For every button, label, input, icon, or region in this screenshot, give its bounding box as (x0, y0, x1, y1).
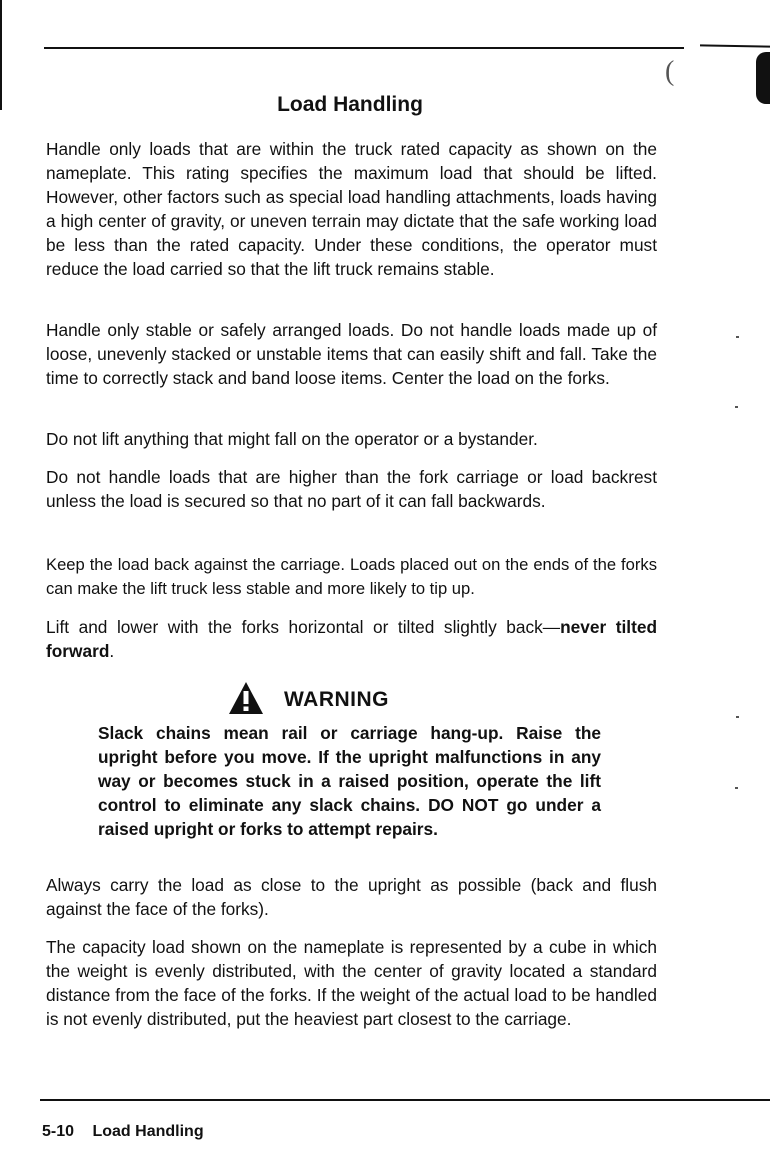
paragraph-capacity-cube: The capacity load shown on the nameplate is represented by a cube in which the weight is evenly distributed, with the center of gravity located a standard distance from the face of the forks. If the weight of the actual load to be handled is not evenly distributed, put the heaviest part closest to the carriage. (46, 937, 657, 1029)
paragraph-load-height: Do not handle loads that are higher than the fork carriage or load backrest unless the load is secured so that no part of it can fall backwards. (46, 467, 657, 511)
footer-section-title: Load Handling (92, 1123, 204, 1140)
header-rule-right (700, 44, 770, 47)
section-tab-marker (756, 52, 770, 104)
paragraph-load-position: Keep the load back against the carriage. Loads placed out on the ends of the forks can make the lift truck less stable and more likely to tip up. (46, 555, 657, 598)
footer-rule (40, 1099, 770, 1101)
scan-mark: ( (665, 56, 675, 87)
page-title: Load Handling (277, 93, 423, 116)
tilt-text: Lift and lower with the forks horizontal or tilted slightly back— (46, 617, 561, 637)
page-number: 5-10 (42, 1123, 75, 1140)
paragraph-fork-tilt (46, 615, 657, 663)
tilt-end: . (109, 641, 115, 661)
paragraph-falling-objects: Do not lift anything that might fall on the operator or a bystander. (46, 429, 538, 449)
scan-speck (736, 716, 739, 718)
scan-speck (735, 406, 738, 408)
warning-label: WARNING (284, 688, 389, 711)
paragraph-capacity: Handle only loads that are within the truck rated capacity as shown on the nameplate. This rating specifies the maximum load that should be lifted. However, other factors such as special load handling attachments, loads having a high center of gravity, or uneven terrain may dictate that the safe working load be less than the rated capacity. Under these conditions, the operator must reduce the load carried so that the lift truck remains stable. (46, 139, 657, 279)
scan-speck (735, 787, 738, 789)
page-footer (42, 1123, 204, 1141)
paragraph-carry-close: Always carry the load as close to the upright as possible (back and flush against the face of the forks). (46, 875, 657, 919)
warning-triangle-icon (228, 681, 264, 720)
scan-speck (736, 336, 739, 338)
paragraph-stable-loads: Handle only stable or safely arranged loads. Do not handle loads made up of loose, unevenly stacked or unstable items that can easily shift and fall. Take the time to correctly stack and band loose items. Center the load on the forks. (46, 320, 657, 388)
warning-text: Slack chains mean rail or carriage hang-up. Raise the upright before you move. If the upright malfunctions in any way or becomes stuck in a raised position, operate the lift control to eliminate any slack chains. DO NOT go under a raised upright or forks to attempt repairs. (98, 723, 601, 839)
tilt-emphasis: never tilted forward (46, 617, 657, 661)
header-rule (44, 47, 684, 49)
warning-heading (228, 680, 389, 720)
